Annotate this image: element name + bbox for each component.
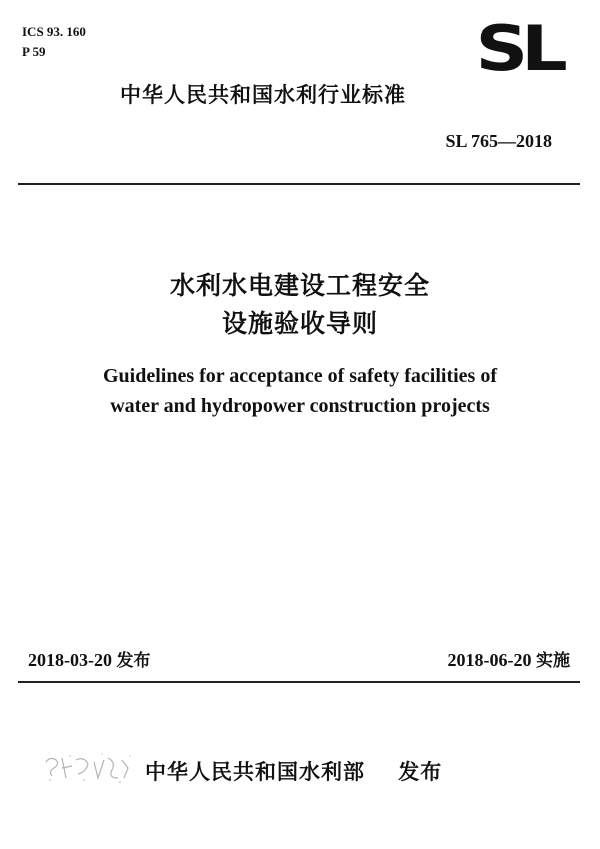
seal-stamp-icon: [40, 748, 136, 788]
implementation-date-block: [448, 648, 571, 673]
industry-standard-title: 中华人民共和国水利行业标准: [120, 83, 406, 107]
ics-code: ICS 93. 160: [22, 24, 86, 39]
publish-label: 发布: [398, 760, 443, 784]
implementation-date: 2018-06-20: [447, 650, 532, 670]
english-title-line-2: water and hydropower construction projects: [110, 395, 490, 417]
classification-code: P 59: [22, 44, 46, 59]
publisher-name: 中华人民共和国水利部: [145, 760, 365, 784]
english-title-line-1: Guidelines for acceptance of safety facilities of: [103, 365, 497, 387]
standard-number: SL 765—2018: [445, 131, 552, 151]
issue-date: 2018-03-20: [28, 650, 112, 670]
issue-label: 发布: [116, 651, 151, 671]
bottom-divider: [18, 681, 580, 683]
issue-date-block: [28, 648, 151, 673]
top-divider: [18, 183, 580, 185]
sl-logo-text: SL: [475, 12, 561, 85]
sl-logo: [464, 12, 572, 85]
publisher-line: [145, 758, 442, 786]
implementation-label: 实施: [536, 651, 570, 671]
chinese-title-line-1: 水利水电建设工程安全: [169, 271, 430, 300]
chinese-title-line-2: 设施验收导则: [221, 309, 378, 338]
